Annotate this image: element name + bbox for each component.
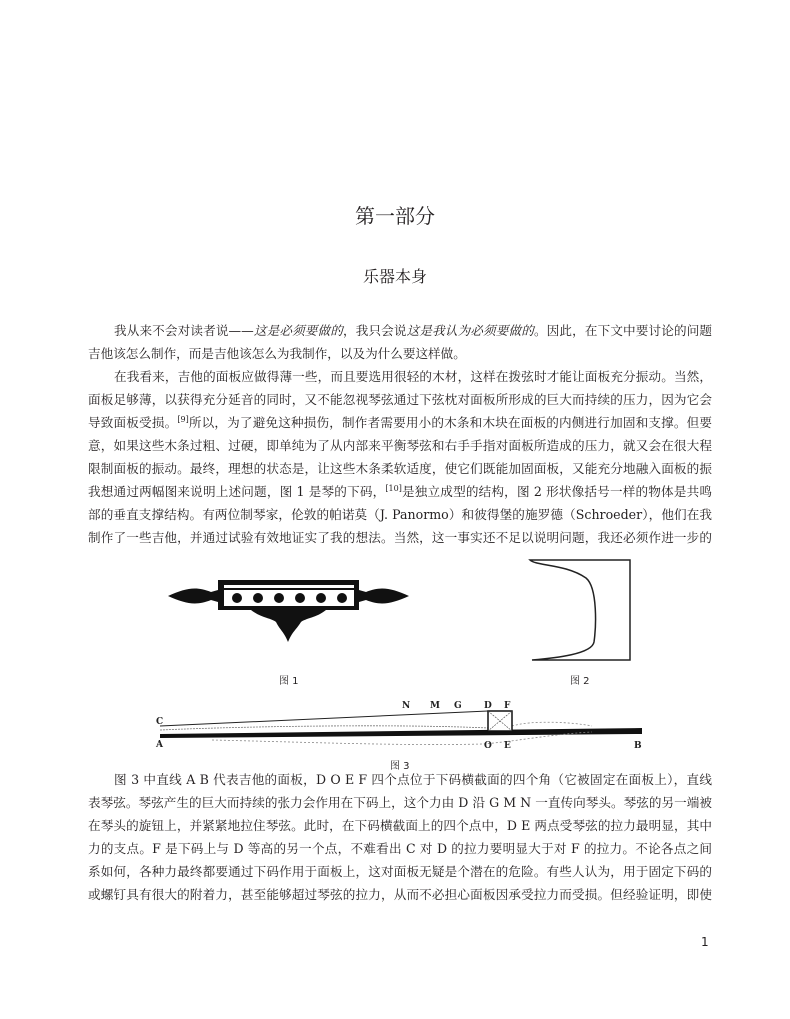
label-b: B [634, 741, 642, 751]
footnote-ref[interactable]: [10] [385, 484, 402, 493]
label-c: C [156, 717, 164, 727]
text: 我从来不会对读者说—— [114, 323, 254, 338]
text-line: 在琴头的旋钮上，并紧紧地拉住琴弦。此时，在下码横截面上的四个点中，D E 两点受琴弦的拉力最明显，其中 [88, 818, 712, 833]
text-line: 部的垂直支撑结构。有两位制琴家，伦敦的帕诺莫（J. Panormo）和彼得堡的施罗德（Schroeder），他们在我 [88, 507, 712, 522]
italic-text: 这是必须要做的 [253, 323, 343, 338]
text-line [88, 480, 712, 503]
label-d: D [484, 701, 492, 711]
text: 。因此，在下文中要讨论的问题 [533, 323, 712, 338]
text-line: 系如何，各种力最终都要通过下码作用于面板上，这对面板无疑是个潜在的危险。有些人认为，用于固定下码的 [88, 864, 712, 879]
paragraph-1 [88, 319, 712, 549]
text-line: 图 3 中直线 A B 代表吉他的面板，D O E F 四个点位于下码横截面的四个角（它被固定在面板上），直线 [114, 772, 712, 787]
text: 是独立成型的结构，图 2 形状像括号一样的物体是共鸣 [401, 484, 712, 499]
label-e: E [504, 741, 511, 751]
label-o: O [484, 741, 492, 751]
paragraph-3 [88, 768, 712, 906]
text-line: 制作了一些吉他，并通过试验有效地证实了我的想法。当然，这一事实还不足以说明问题，我还必须作进一步的 [88, 530, 712, 545]
figure-3-caption: 图 3 [390, 761, 410, 772]
label-m: M [430, 701, 440, 711]
figure-1-bridge-drawing [166, 574, 411, 650]
footnote-ref[interactable]: [9] [177, 415, 189, 424]
text: 导致面板受损。 [88, 415, 178, 430]
text: 我想通过两幅图来说明上述问题，图 1 是琴的下码， [88, 484, 386, 499]
part-title: 第一部分 [355, 204, 435, 228]
page-number: 1 [701, 935, 709, 949]
text-line: 或螺钉具有很大的附着力，甚至能够超过琴弦的拉力，从而不必担心面板因承受拉力而受损。但经验证明，即使 [88, 887, 712, 902]
text-line [88, 411, 712, 434]
text-line: 面板足够薄，以获得充分延音的同时，又不能忽视琴弦通过下弦枕对面板所形成的巨大而持续的压力，因为它会 [88, 392, 712, 407]
label-g: G [454, 701, 462, 711]
figure-3-force-diagram [152, 694, 647, 754]
text-line: 限制面板的振动。最终，理想的状态是，让这些木条柔软适度，使它们既能加固面板，又能充分地融入面板的振 [88, 461, 712, 476]
text-line: 意，如果这些木条过粗、过硬，即单纯为了从内部来平衡琴弦和右手手指对面板所造成的压力，就又会在很大程 [88, 438, 712, 453]
text: 所以，为了避免这种损伤，制作者需要用小的木条和木块在面板的内侧进行加固和支撑。但要 [188, 415, 712, 430]
figure-1-caption: 图 1 [279, 676, 299, 687]
figure-2-caption: 图 2 [570, 676, 590, 687]
text-line [88, 319, 712, 342]
text: ，我只会说 [343, 323, 407, 338]
label-n: N [402, 701, 411, 711]
text-line: 在我看来，吉他的面板应做得薄一些，而且要选用很轻的木材，这样在拨弦时才能让面板充分振动。当然， [114, 369, 712, 384]
text-line: 吉他该怎么制作，而是吉他该怎么为我制作，以及为什么要这样做。 [88, 346, 466, 361]
label-a: A [156, 740, 163, 750]
chapter-title: 乐器本身 [362, 267, 427, 286]
label-f: F [504, 701, 511, 711]
text-line: 表琴弦。琴弦产生的巨大而持续的张力会作用在下码上，这个力由 D 沿 G M N 一直传向琴头。琴弦的另一端被 [88, 795, 712, 810]
italic-text: 这是我认为必须要做的 [406, 323, 534, 338]
text-line: 力的支点。F 是下码上与 D 等高的另一个点，不难看出 C 对 D 的拉力要明显大于对 F 的拉力。不论各点之间 [88, 841, 712, 856]
figure-2-brace-drawing [526, 558, 636, 664]
